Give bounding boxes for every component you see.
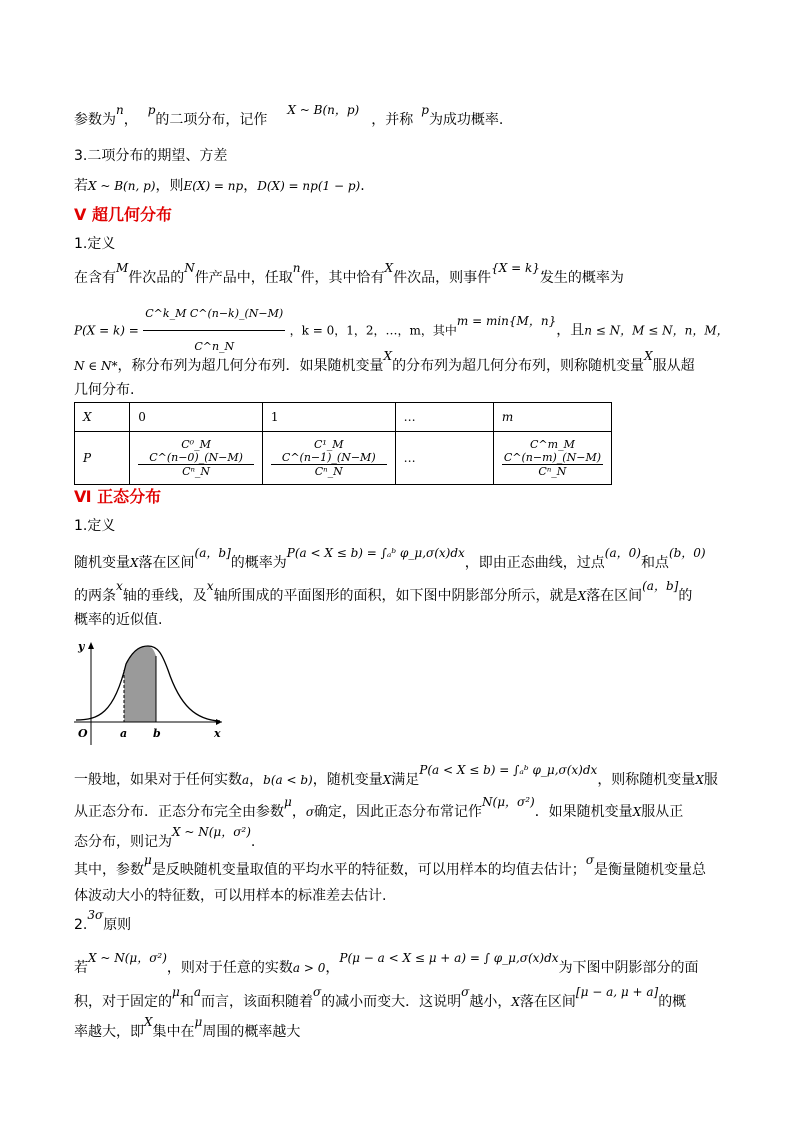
text: 态分布，则记为: [74, 834, 172, 850]
text: 原则: [103, 917, 132, 933]
hyper-def-line1: [74, 261, 624, 288]
text: 服: [703, 772, 718, 788]
text: ，且: [556, 322, 585, 339]
math-mu: μ: [194, 1015, 203, 1029]
text: 其中，参数: [74, 862, 144, 878]
three-sigma-line1: [74, 951, 699, 978]
x-axis-label: x: [214, 727, 221, 740]
text: ，: [243, 178, 258, 194]
binomial-definition-line: [74, 103, 504, 130]
text: .: [360, 178, 365, 194]
math-event: {X = k}: [491, 261, 540, 275]
table-cell: m: [493, 403, 611, 432]
normal-general-line1: [74, 763, 718, 790]
normal-def-line1: [74, 546, 706, 573]
three-sigma-line2: [74, 985, 687, 1012]
text: 和: [179, 994, 194, 1010]
fraction-numerator: C^m_M C^(n−m)_(N−M): [503, 438, 601, 464]
normal-def-line3: 概率的近似值.: [74, 612, 163, 628]
text: 落在区间: [519, 994, 576, 1010]
table-cell: [130, 432, 263, 485]
table-cell: 0: [130, 403, 263, 432]
b-label: b: [153, 727, 161, 740]
text: 确定，因此正态分布常记作: [314, 804, 483, 820]
text: ，: [325, 960, 340, 976]
table-row-x: [75, 403, 612, 432]
table-cell: [395, 432, 493, 485]
text: 若: [74, 178, 88, 194]
distribution-table: [74, 402, 612, 485]
math-X: X: [382, 773, 392, 787]
math-X: X: [695, 773, 704, 787]
y-axis-label: y: [78, 640, 85, 653]
text: 参数为: [74, 112, 116, 128]
text: ，称分布列为超几何分布列．如果随机变量: [117, 358, 384, 374]
normal-general-line5: 体波动大小的特征数，可以用样本的标准差去估计.: [74, 888, 387, 904]
math-fraction: [143, 298, 285, 363]
math-k-range: ，k = 0，1，2，…，m，其中: [289, 323, 457, 338]
math-M: M: [116, 261, 129, 275]
text: 若: [74, 960, 88, 976]
table-cell: 1: [262, 403, 395, 432]
text: 件，其中恰有: [300, 270, 385, 286]
math-x: x: [206, 579, 214, 593]
text: 件次品的: [128, 270, 185, 286]
math-X: X: [144, 1015, 153, 1029]
fraction-denominator: C^n_N: [194, 340, 235, 353]
text: 轴的垂线，及: [122, 588, 207, 604]
text: 越小，: [469, 994, 512, 1010]
text: 服从超: [652, 358, 695, 374]
hyper-formula-line: [74, 298, 729, 363]
y-axis-arrow: [88, 642, 94, 649]
math-a: a: [242, 773, 250, 787]
text: 和点: [640, 555, 669, 571]
text: 随机变量: [74, 555, 130, 571]
math-mu: μ: [284, 795, 292, 809]
text: 积，对于固定的: [74, 994, 172, 1010]
math-a-positive: a > 0: [292, 961, 326, 975]
math-interval: (a，b]: [194, 546, 231, 560]
ellipsis: …: [403, 451, 416, 465]
table-cell: …: [395, 403, 493, 432]
definition-title: 1.定义: [74, 518, 116, 534]
math-integral: P(a < X ≤ b) = ∫ₐᵇ φ_μ,σ(x)dx: [419, 763, 598, 777]
origin-label: O: [78, 727, 88, 740]
text: 集中在: [152, 1024, 195, 1040]
math-b-condition: b(a < b): [263, 773, 313, 787]
math-condition: X ~ B(n, p): [88, 179, 156, 193]
math-point-b: (b，0): [668, 546, 706, 560]
table-row-p: [75, 432, 612, 485]
text: 满足: [391, 772, 420, 788]
text: 服从正: [641, 804, 684, 820]
hyper-def-line3: [74, 349, 695, 376]
text: ，则称随机变量: [597, 772, 696, 788]
text: 发生的概率为: [539, 270, 624, 286]
text: ，: [249, 772, 264, 788]
fraction-numerator: C⁰_M C^(n−0)_(N−M): [138, 438, 254, 465]
section-heading-hypergeometric: Ⅴ 超几何分布: [74, 205, 172, 224]
table-cell: [262, 432, 395, 485]
normal-general-line4: [74, 853, 707, 880]
a-label: a: [120, 727, 128, 740]
text: 在含有: [74, 270, 116, 286]
math-X-normal: X ~ N(μ，σ²): [172, 825, 251, 839]
fraction-numerator: C^k_M C^(n−k)_(N−M): [143, 298, 285, 331]
text: 的概率为: [230, 555, 287, 571]
text: ，随机变量: [312, 772, 383, 788]
math-integral: P(a < X ≤ b) = ∫ₐᵇ φ_μ,σ(x)dx: [286, 546, 465, 560]
x-axis-arrow: [216, 719, 222, 725]
text: 从正态分布．正态分布完全由参数: [74, 804, 284, 820]
text: ，并称: [371, 112, 414, 128]
fraction-denominator: Cⁿ_N: [538, 465, 567, 478]
math-X: X: [632, 805, 642, 819]
math-X: X: [384, 261, 394, 275]
three-sigma-line3: [74, 1015, 301, 1042]
text: 的两条: [74, 588, 116, 604]
math-x: x: [116, 579, 123, 593]
fraction-numerator: C¹_M C^(n−1)_(N−M): [271, 438, 387, 465]
text: 的分布列为超几何分布列，则称随机变量: [392, 358, 645, 374]
table-cell: P: [75, 432, 130, 485]
math-mu: μ: [172, 985, 180, 999]
text: 一般地，如果对于任何实数: [74, 772, 242, 788]
math-X: X: [383, 349, 393, 363]
text: 件产品中，任取: [194, 270, 293, 286]
expectation-line: [74, 176, 365, 196]
text: 周围的概率越大: [202, 1024, 301, 1040]
text: 轴所围成的平面图形的面积，如下图中阴影部分所示，就是: [213, 588, 578, 604]
text: 为下图中阴影部分的面: [558, 960, 699, 976]
section-heading-normal: Ⅵ 正态分布: [74, 487, 162, 506]
math-integral: P(μ − a < X ≤ μ + a) = ∫ φ_μ,σ(x)dx: [339, 951, 559, 965]
math-p: p: [421, 103, 429, 117]
math-m-definition: m = min{M，n}: [456, 313, 557, 328]
math-X: X: [130, 556, 139, 570]
math-X: X: [644, 349, 653, 363]
math-sigma: σ: [585, 853, 595, 867]
text: 为成功概率.: [428, 112, 504, 128]
three-sigma-title: [74, 908, 132, 935]
math-X: X: [511, 995, 520, 1009]
math-interval: [μ − a, μ + a]: [575, 985, 659, 999]
text: ．如果随机变量: [534, 804, 633, 820]
math-normal-notation: N(μ，σ²): [482, 795, 535, 809]
text: 的减小而变大．这说明: [321, 994, 462, 1010]
math-formula-lhs: P(X = k) =: [74, 323, 139, 338]
math-N-in-naturals: N ∈ N*: [74, 359, 118, 373]
math-condition: X ~ N(μ，σ²): [88, 951, 167, 965]
definition-title: 1.定义: [74, 236, 116, 252]
text: 率越大，即: [74, 1024, 144, 1040]
math-sigma: σ: [312, 985, 322, 999]
table-cell: [493, 432, 611, 485]
math-sigma: σ: [461, 985, 470, 999]
math-expectation: E(X) = np: [183, 179, 244, 193]
math-a: a: [193, 985, 201, 999]
text: .: [250, 834, 256, 850]
math-variance: D(X) = np(1 − p): [257, 179, 361, 193]
normal-curve-figure: [74, 640, 224, 748]
normal-general-line2: [74, 795, 684, 822]
math-conditions: n ≤ N，M ≤ N，n，M，: [584, 323, 729, 338]
math-interval: (a，b]: [642, 579, 679, 593]
hyper-def-line4: 几何分布.: [74, 382, 135, 398]
math-n: n: [292, 261, 301, 275]
normal-def-line2: [74, 579, 693, 606]
math-mu: μ: [144, 853, 152, 867]
text: ，则对于任意的实数: [166, 960, 293, 976]
math-binomial-notation: X ~ B(n，p): [287, 103, 360, 117]
text: 的: [678, 588, 693, 604]
math-X: X: [577, 589, 587, 603]
text: 是反映随机变量取值的平均水平的特征数，可以用样本的均值去估计；: [151, 862, 586, 878]
math-point-a: (a，0): [604, 546, 641, 560]
text: ，即由正态曲线，过点: [464, 555, 605, 571]
text: 是衡量随机变量总: [594, 862, 707, 878]
subsection-title: 3.二项分布的期望、方差: [74, 148, 228, 164]
fraction-denominator: Cⁿ_N: [182, 465, 211, 478]
text: 落在区间: [586, 588, 643, 604]
text: 的概: [658, 994, 687, 1010]
text: 而言，该面积随着: [200, 994, 313, 1010]
table-cell: X: [75, 403, 130, 432]
normal-general-line3: [74, 825, 256, 852]
math-N: N: [184, 261, 195, 275]
math-p: p: [147, 103, 156, 117]
fraction-denominator: Cⁿ_N: [314, 465, 343, 478]
text: 的二项分布，记作: [155, 112, 268, 128]
math-sigma: σ: [305, 805, 315, 819]
text: ，: [291, 804, 306, 820]
text: 件次品，则事件: [393, 270, 492, 286]
math-n: n: [116, 103, 124, 117]
text: 落在区间: [138, 555, 195, 571]
math-3sigma: 3σ: [87, 908, 104, 922]
text: 2.: [74, 917, 88, 933]
text: ，: [123, 112, 138, 128]
shaded-area: [124, 646, 156, 722]
text: ，则: [155, 178, 184, 194]
